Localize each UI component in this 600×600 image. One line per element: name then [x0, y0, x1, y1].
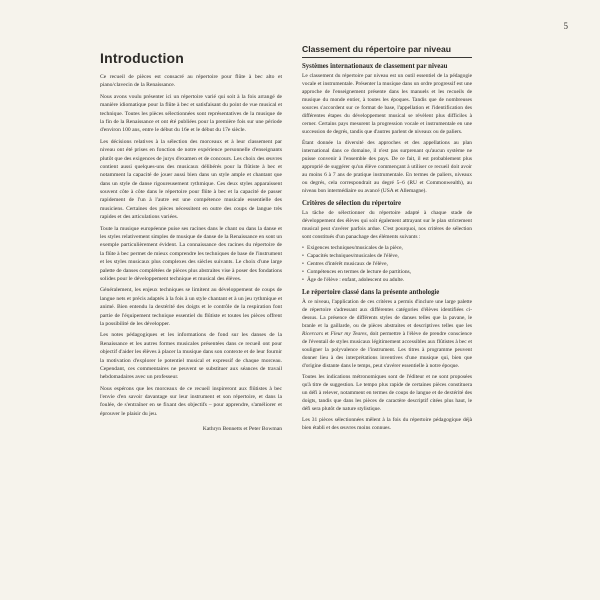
classification-column	[302, 44, 472, 435]
body-paragraph: Toutes les indications métronomiques sont de l'éditeur et ne sont proposées qu'à titre de suggestion. Le tempo plus rapide de certaines pièces constituera un défi à relever, notamment en termes de coups de langue et de dextérité des doigts, tandis que dans les pièces de caractère descriptif citées plus haut, le défi sera plutôt de nature stylistique.	[302, 374, 472, 413]
list-item: • Compétences en termes de lecture de partitions,	[302, 269, 412, 276]
subheading-international-systems: Systèmes internationaux de classement par niveau	[302, 63, 448, 70]
list-item: • Exigences techniques/musicales de la pièce,	[302, 244, 403, 251]
list-item: • Capacités techniques/musicales de l'élève,	[302, 253, 399, 259]
intro-paragraph: Nous espérons que les morceaux de ce recueil inspireront aux flûtistes à bec l'envie d'en savoir davantage sur leur instrument et son répertoire, et dans la foulée, de s'entraîner en se fixant des objectifs – pour apprendre, s'améliorer et éprouver le plaisir du jeu.	[100, 385, 282, 417]
intro-paragraph: Les décisions relatives à la sélection des morceaux et à leur classement par niveau ont été prises en fonction de notre expérience personnelle d'enseignants plutôt que des exigences de jurys d'examen et de concours. Les choix des œuvres contient aussi quelques-uns des musicaux délibérés pour la flûtiste à bec et notamment la capacité de jouer aussi bien dans un style ample et chantant que dans un style de danse rigoureusement rythmique. Ces deux styles apparaissent souvent côte à côte dans le répertoire pour flûte à bec et la capacité de passer rapidement de l'un à l'autre est une compétence musicale essentielle des musiciens. Certaines des pièces nécessitent en outre des coups de langue très rapides et des articulations variées.	[100, 138, 282, 221]
criteria-list	[302, 244, 472, 284]
body-paragraph: Le classement du répertoire par niveau est un outil essentiel de la pédagogie vocale et instrumentale. Présenter la musique dans un ordre progressif est une approche de l'enseignement présente dans les manuels et les recueils de musique du monde entier, à toutes les époques. Tandis que de nombreuses sources s'accordent sur ce format de base, l'appellation et l'identification des différentes étapes du développement musical se révèlent plus difficiles à cerner. Certains pays mesurent la progression vocale et instrumentale en une succession de degrés, tandis que d'autres parlent de niveaux ou de paliers.	[302, 72, 472, 135]
introduction-title: Introduction	[100, 50, 185, 66]
body-paragraph: Les 31 pièces sélectionnées mêlent à la fois du répertoire pédagogique déjà bien établi et des œuvres moins connues.	[302, 417, 472, 432]
subheading-anthology-repertoire: Le répertoire classé dans la présente anthologie	[302, 289, 440, 297]
intro-paragraph: Les notes pédagogiques et les informations de fond sur les danses de la Renaissance et les autres formes musicales présentées dans ce recueil ont pour objectif d'aider les élèves à placer la musique dans son contexte et de leur fournir la motivation d'explorer le potentiel musical et expressif de chaque morceau. Cependant, ces commentaires ne peuvent se substituer aux séances de travail hebdomadaires avec un professeur.	[100, 332, 282, 381]
intro-paragraph: Toute la musique européenne puise ses racines dans le chant ou dans la danse et les styles relativement simples de musique de danse de la Renaissance en sont un exemple particulièrement évident. La connaissance des racines du répertoire de la flûte à bec permet de mieux comprendre les techniques de base de l'instrument et les styles musicaux plus complexes des siècles suivants. Le choix d'une large palette de danses complétées de pièces plus abstraites vise à poser des fondations solides pour le développement technique et musical des élèves.	[100, 225, 282, 282]
introduction-column	[100, 44, 282, 434]
section-heading: Classement du répertoire par niveau	[302, 44, 472, 58]
subheading-selection-criteria: Critères de sélection du répertoire	[302, 200, 402, 208]
intro-paragraph: Nous avons voulu présenter ici un répertoire varié qui soit à la fois arrangé de manière idiomatique pour la flûte à bec et satisfaisant du point de vue musical et technique. Toutes les pièces sélectionnées sont représentatives de la musique de la fin de la Renaissance et ont été publiées pour la première fois sur une période d'environ 100 ans, entre le début du 16e et le début du 17e siècle.	[100, 93, 282, 134]
page-number: 5	[563, 21, 568, 31]
author-signature: Kathryn Bennetts et Peter Bowman	[202, 426, 282, 433]
list-item: • Centres d'intérêt musicaux de l'élève,	[302, 261, 388, 268]
body-paragraph: À ce niveau, l'application de ces critères a permis d'inclure une large palette de répertoire s'adressant aux différentes catégories d'élèves identifiées ci-dessus. La présence de différents styles de danses telles que la pavane, le branle et la gaillarde, ou de pièces abstraites et descriptives telles que les Ricercars et Fleur my Teares, doit permettre à l'élève de prendre conscience de l'éventail de styles musicaux légitimement accessibles aux flûtistes à bec et souligner la polyvalence de l'instrument. Les titres à programme peuvent donner lieu à des interprétations inventives d'une musique qui, bien que d'origine distante dans le temps, peut s'avérer essentielle à notre époque.	[302, 298, 472, 370]
body-paragraph: Étant donnée la diversité des approches et des appellations au plan international dans ce domaine, il n'est pas surprenant qu'aucun système ne puisse convenir à l'ensemble des pays. De ce fait, il est probablement plus approprié de suggérer qu'un élève commençant à utiliser ce recueil doit avoir au moins 6 à 7 ans de pratique instrumentale. En termes de paliers, niveaux ou degrés, cela correspondrait au degré 5–6 (RU et Commonwealth), au niveau bon intermédiaire ou avancé (USA et Allemagne).	[302, 139, 472, 195]
list-item: • Âge de l'élève : enfant, adolescent ou adulte.	[302, 277, 405, 284]
intro-paragraph: Ce recueil de pièces est consacré au répertoire pour flûte à bec alto et piano/clavecin de la Renaissance.	[100, 74, 282, 89]
body-paragraph: La tâche de sélectionner du répertoire adapté à chaque stade de développement des élèves qui soit également attrayant sur le plan strictement musical peut s'avérer parfois ardue. C'est pourquoi, nos critères de sélection sont constitués d'un panachage des éléments suivants :	[302, 209, 472, 240]
intro-paragraph: Généralement, les enjeux techniques se limitent au développement de coups de langue nets et précis adaptés à la fois à un style chantant et à un jeu rythmique et animé. Bien entendu la dextérité des doigts et le contrôle de la respiration font partie de l'équipement technique essentiel du flûtiste et toutes les pièces offrent la possibilité de les développer.	[100, 287, 282, 327]
